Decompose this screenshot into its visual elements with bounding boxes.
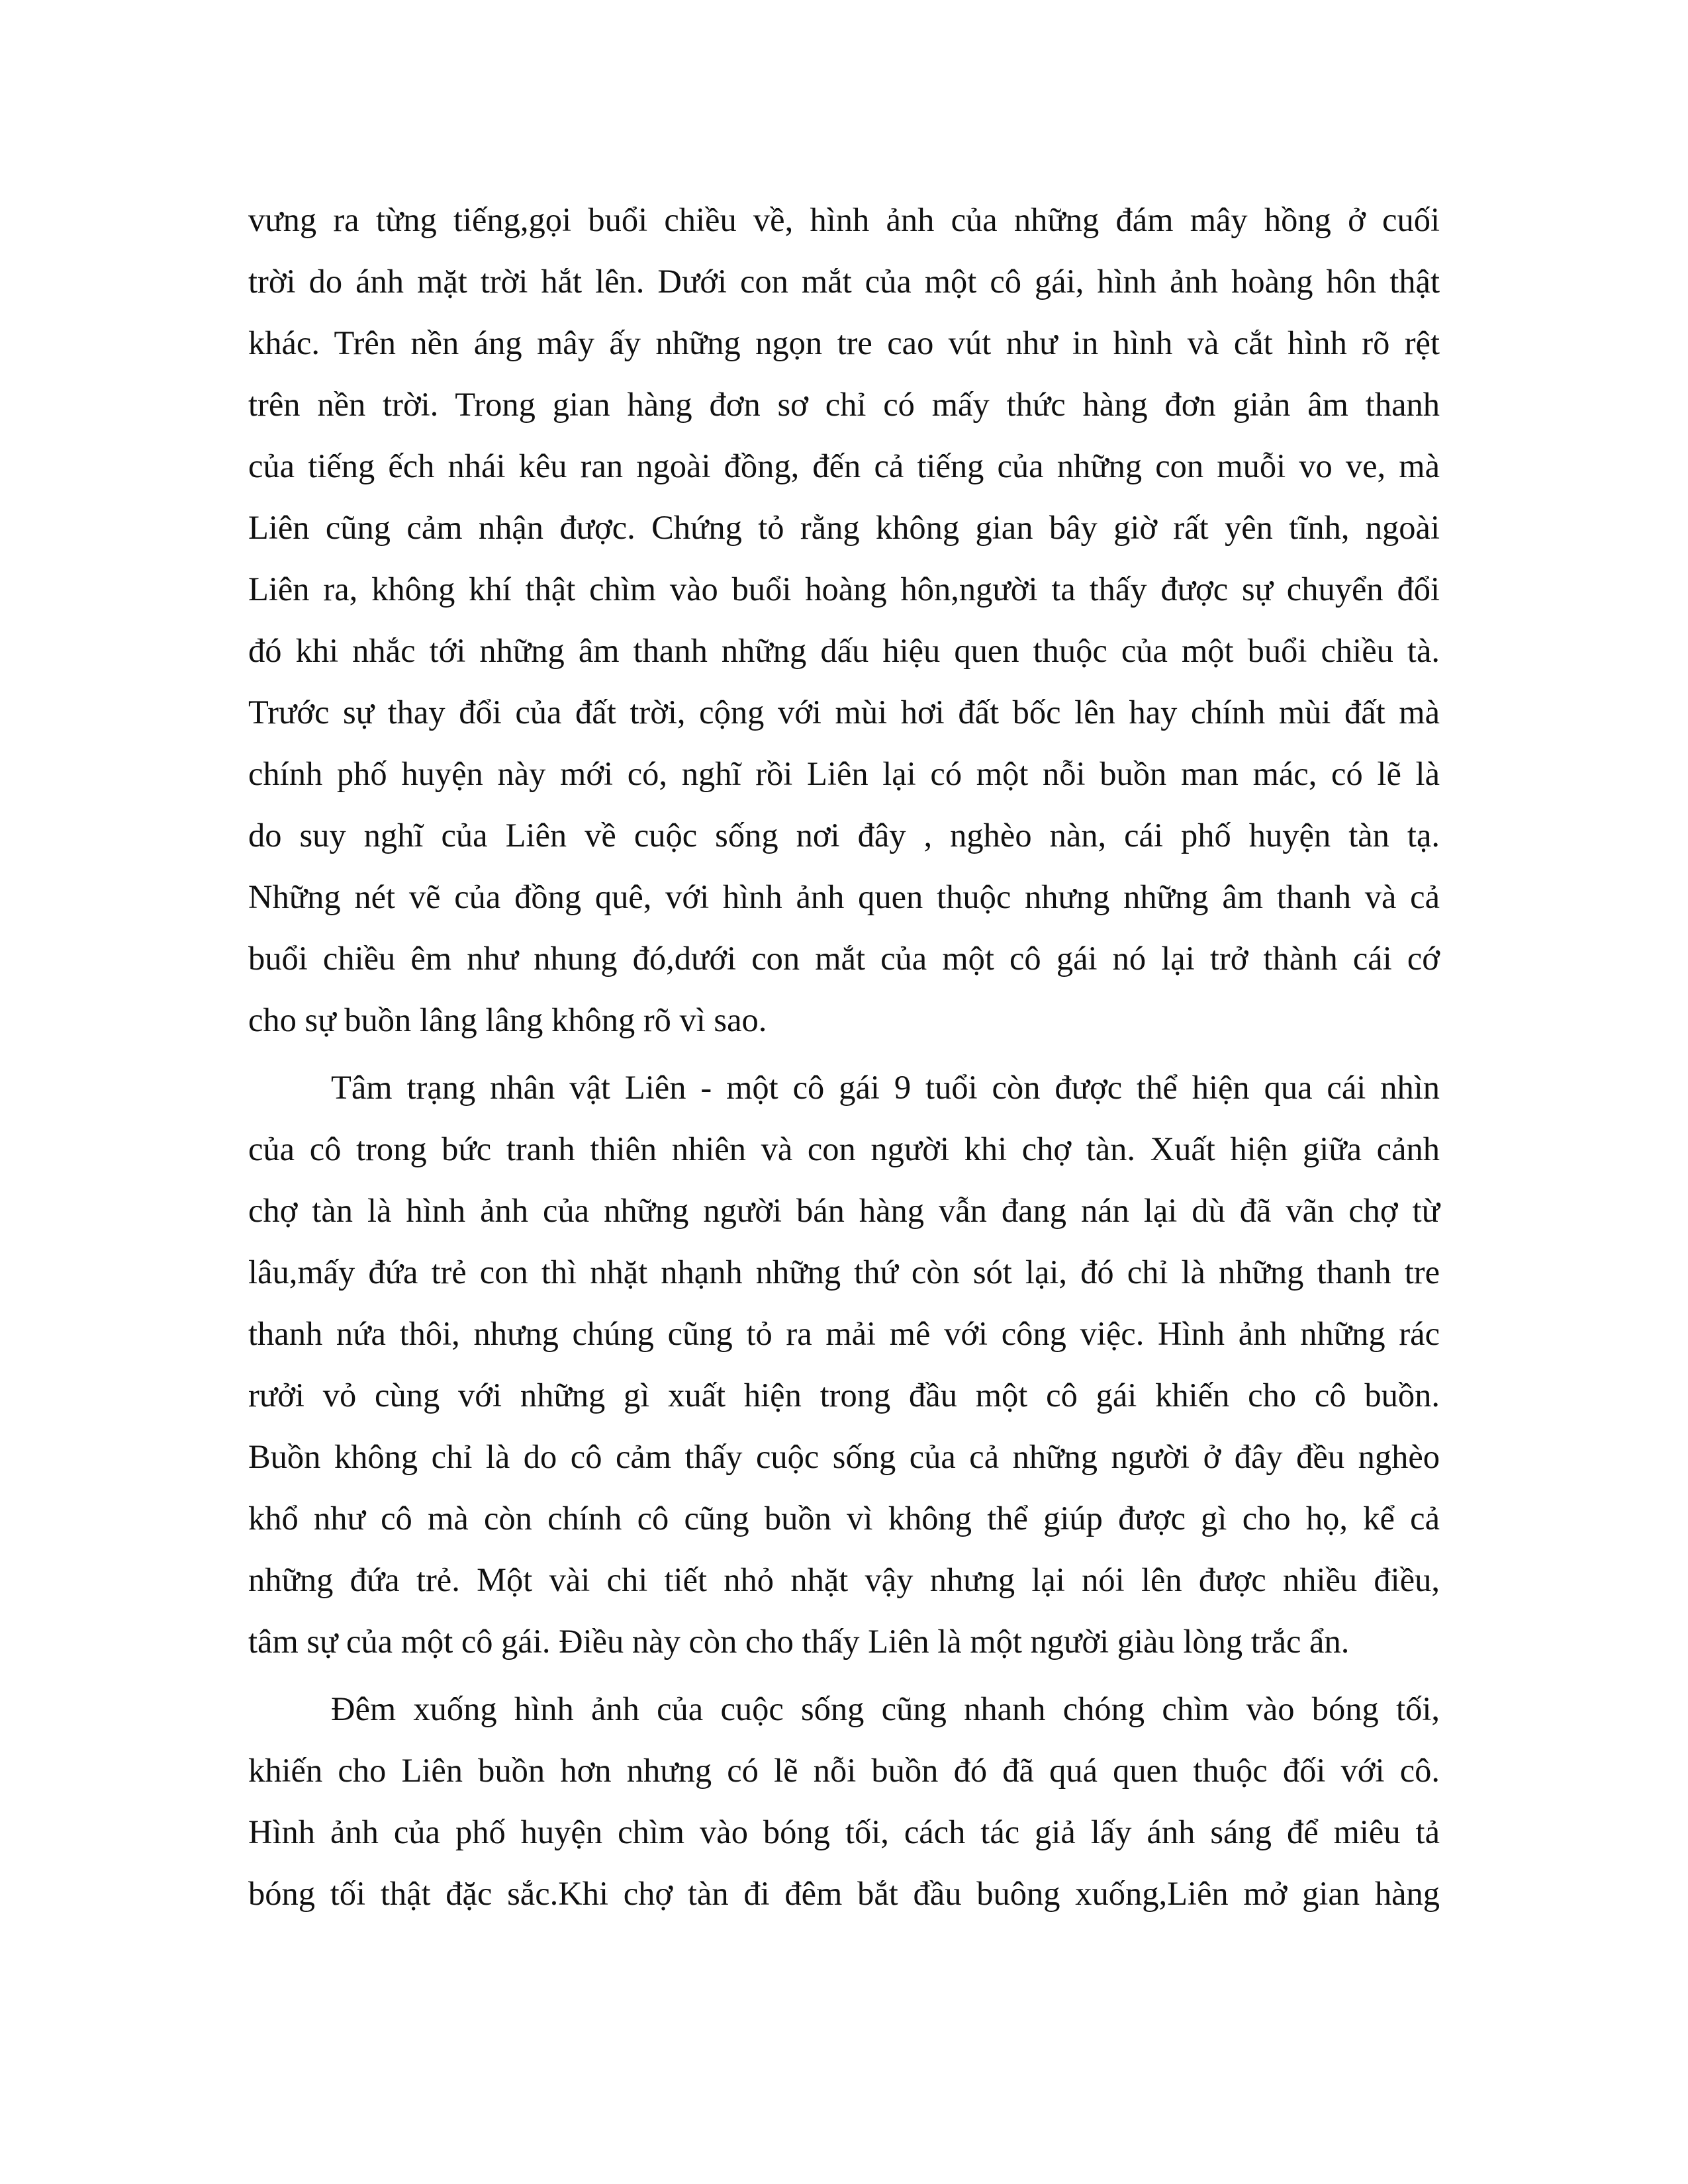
text-line: của cô trong bức tranh thiên nhiên và con người khi chợ tàn. Xuất hiện giữa cảnh — [248, 1130, 1440, 1167]
text-line: tâm sự của một cô gái. Điều này còn cho thấy Liên là một người giàu lòng trắc ẩn. — [248, 1623, 1350, 1660]
text-line: Trước sự thay đổi của đất trời, cộng với mùi hơi đất bốc lên hay chính mùi đất mà — [248, 694, 1440, 731]
text-line: khác. Trên nền áng mây ấy những ngọn tre cao vút như in hình và cắt hình rõ rệt — [248, 324, 1440, 361]
text-line: Liên cũng cảm nhận được. Chứng tỏ rằng không gian bây giờ rất yên tĩnh, ngoài — [248, 509, 1440, 546]
text-line: chính phố huyện này mới có, nghĩ rồi Liên lại có một nỗi buồn man mác, có lẽ là — [248, 755, 1440, 792]
text-line: Hình ảnh của phố huyện chìm vào bóng tối, cách tác giả lấy ánh sáng để miêu tả — [248, 1813, 1440, 1850]
text-line: lâu,mấy đứa trẻ con thì nhặt nhạnh những thứ còn sót lại, đó chỉ là những thanh tre — [248, 1253, 1440, 1291]
text-line: vưng ra từng tiếng,gọi buổi chiều về, hình ảnh của những đám mây hồng ở cuối — [248, 201, 1440, 238]
text-line: buổi chiều êm như nhung đó,dưới con mắt của một cô gái nó lại trở thành cái cớ — [248, 940, 1440, 977]
body-text — [248, 189, 1440, 1925]
text-line: trời do ánh mặt trời hắt lên. Dưới con mắt của một cô gái, hình ảnh hoàng hôn thật — [248, 263, 1440, 300]
text-line: rưởi vỏ cùng với những gì xuất hiện trong đầu một cô gái khiến cho cô buồn. — [248, 1377, 1440, 1414]
text-line: do suy nghĩ của Liên về cuộc sống nơi đây , nghèo nàn, cái phố huyện tàn tạ. — [248, 817, 1440, 854]
text-line: những đứa trẻ. Một vài chi tiết nhỏ nhặt vậy nhưng lại nói lên được nhiều điều, — [248, 1561, 1440, 1598]
paragraph-1 — [248, 189, 1440, 1051]
paragraph-spacer — [248, 1672, 1440, 1678]
text-line: Tâm trạng nhân vật Liên - một cô gái 9 tuổi còn được thể hiện qua cái nhìn — [331, 1069, 1440, 1106]
paragraph-2 — [248, 1057, 1440, 1672]
text-line: của tiếng ếch nhái kêu ran ngoài đồng, đến cả tiếng của những con muỗi vo ve, mà — [248, 447, 1440, 484]
paragraph-spacer — [248, 1051, 1440, 1057]
paragraph-3 — [248, 1678, 1440, 1925]
text-line: khổ như cô mà còn chính cô cũng buồn vì không thể giúp được gì cho họ, kể cả — [248, 1500, 1440, 1537]
text-line: trên nền trời. Trong gian hàng đơn sơ chỉ có mấy thức hàng đơn giản âm thanh — [248, 386, 1440, 423]
text-line: khiến cho Liên buồn hơn nhưng có lẽ nỗi buồn đó đã quá quen thuộc đối với cô. — [248, 1752, 1440, 1789]
text-line: Liên ra, không khí thật chìm vào buổi hoàng hôn,người ta thấy được sự chuyển đổi — [248, 570, 1440, 608]
text-line: cho sự buồn lâng lâng không rõ vì sao. — [248, 1001, 767, 1038]
text-line: chợ tàn là hình ảnh của những người bán hàng vẫn đang nán lại dù đã vãn chợ từ — [248, 1192, 1440, 1229]
text-line: bóng tối thật đặc sắc.Khi chợ tàn đi đêm bắt đầu buông xuống,Liên mở gian hàng — [248, 1875, 1440, 1912]
text-line: thanh nứa thôi, nhưng chúng cũng tỏ ra mải mê với công việc. Hình ảnh những rác — [248, 1315, 1440, 1352]
text-line: Những nét vẽ của đồng quê, với hình ảnh quen thuộc nhưng những âm thanh và cả — [248, 878, 1440, 915]
text-line: Buồn không chỉ là do cô cảm thấy cuộc sống của cả những người ở đây đều nghèo — [248, 1438, 1440, 1475]
text-line: Đêm xuống hình ảnh của cuộc sống cũng nhanh chóng chìm vào bóng tối, — [331, 1690, 1440, 1727]
text-line: đó khi nhắc tới những âm thanh những dấu hiệu quen thuộc của một buổi chiều tà. — [248, 632, 1440, 669]
